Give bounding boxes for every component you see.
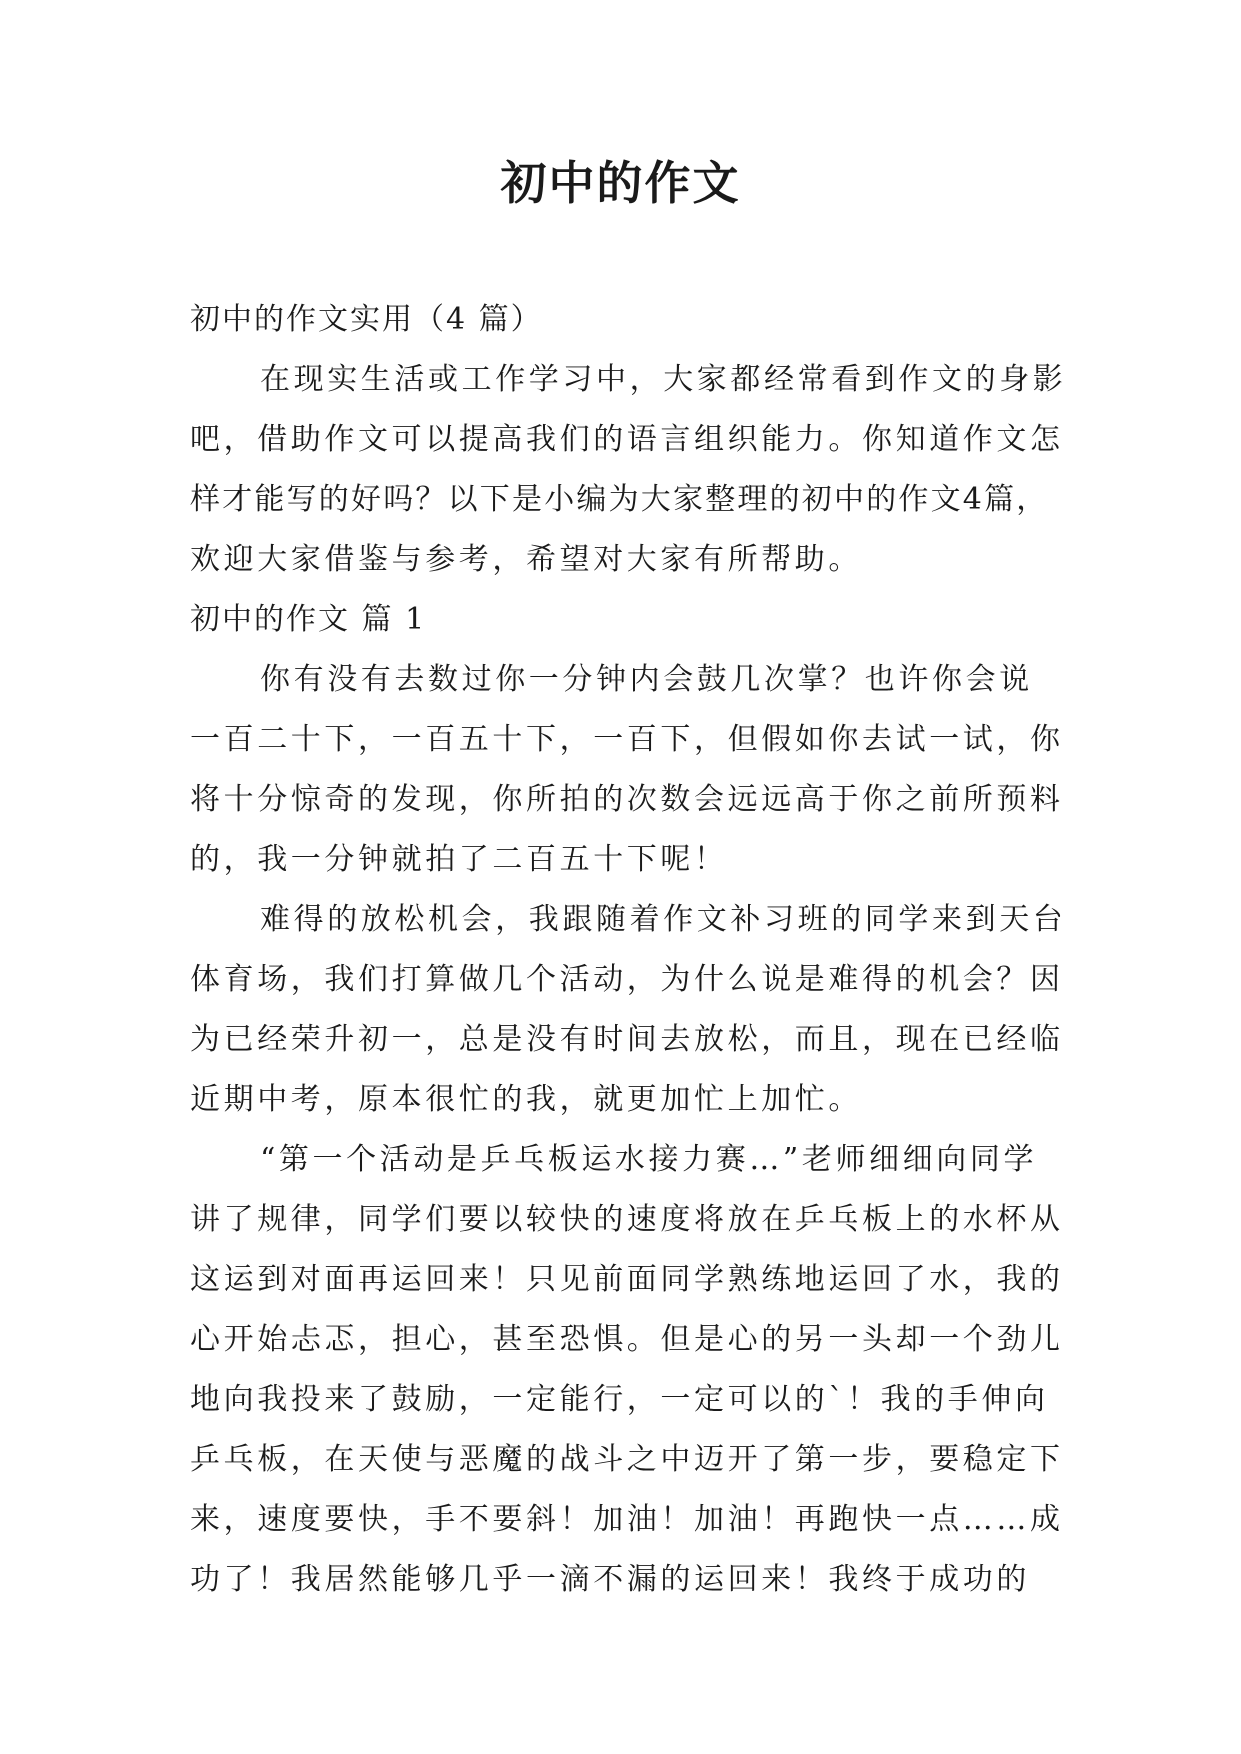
paragraph-line: 你有没有去数过你一分钟内会鼓几次掌？也许你会说 xyxy=(260,662,1033,697)
paragraph-line: 一百二十下，一百五十下，一百下，但假如你去试一试，你 xyxy=(190,722,1064,757)
paragraph-line: 在现实生活或工作学习中，大家都经常看到作文的身影 xyxy=(260,362,1067,397)
paragraph-line: 的，我一分钟就拍了二百五十下呢！ xyxy=(190,842,728,877)
paragraph-line: 地向我投来了鼓励，一定能行，一定可以的`！我的手伸向 xyxy=(190,1382,1049,1417)
paragraph-line: 难得的放松机会，我跟随着作文补习班的同学来到天台 xyxy=(260,902,1067,937)
paragraph-line: 这运到对面再运回来！只见前面同学熟练地运回了水，我的 xyxy=(190,1262,1064,1297)
paragraph-line: 功了！我居然能够几乎一滴不漏的运回来！我终于成功的 xyxy=(190,1562,1030,1597)
paragraph-line: 讲了规律，同学们要以较快的速度将放在乒乓板上的水杯从 xyxy=(190,1202,1064,1237)
paragraph-line: “第一个活动是乒乓板运水接力赛…”老师细细向同学 xyxy=(260,1142,1038,1177)
paragraph-line: 心开始忐忑，担心，甚至恐惧。但是心的另一头却一个劲儿 xyxy=(190,1322,1064,1357)
paragraph-line: 乒乓板，在天使与恶魔的战斗之中迈开了第一步，要稳定下 xyxy=(190,1442,1064,1477)
document-title: 初中的作文 xyxy=(500,156,741,210)
paragraph-line: 体育场，我们打算做几个活动，为什么说是难得的机会？因 xyxy=(190,962,1064,997)
paragraph-line: 为已经荣升初一，总是没有时间去放松，而且，现在已经临 xyxy=(190,1022,1064,1057)
paragraph-line: 样才能写的好吗？以下是小编为大家整理的初中的作文4篇， xyxy=(190,482,1049,517)
section-heading: 初中的作文 篇 1 xyxy=(190,602,427,637)
paragraph-line: 吧，借助作文可以提高我们的语言组织能力。你知道作文怎 xyxy=(190,422,1064,457)
paragraph-line: 将十分惊奇的发现，你所拍的次数会远远高于你之前所预料 xyxy=(190,782,1064,817)
document-body xyxy=(190,290,1067,1610)
subtitle-line: 初中的作文实用（4 篇） xyxy=(190,302,543,337)
paragraph-line: 来，速度要快，手不要斜！加油！加油！再跑快一点……成 xyxy=(190,1502,1064,1537)
paragraph-line: 近期中考，原本很忙的我，就更加忙上加忙。 xyxy=(190,1082,862,1117)
paragraph-line: 欢迎大家借鉴与参考，希望对大家有所帮助。 xyxy=(190,542,862,577)
